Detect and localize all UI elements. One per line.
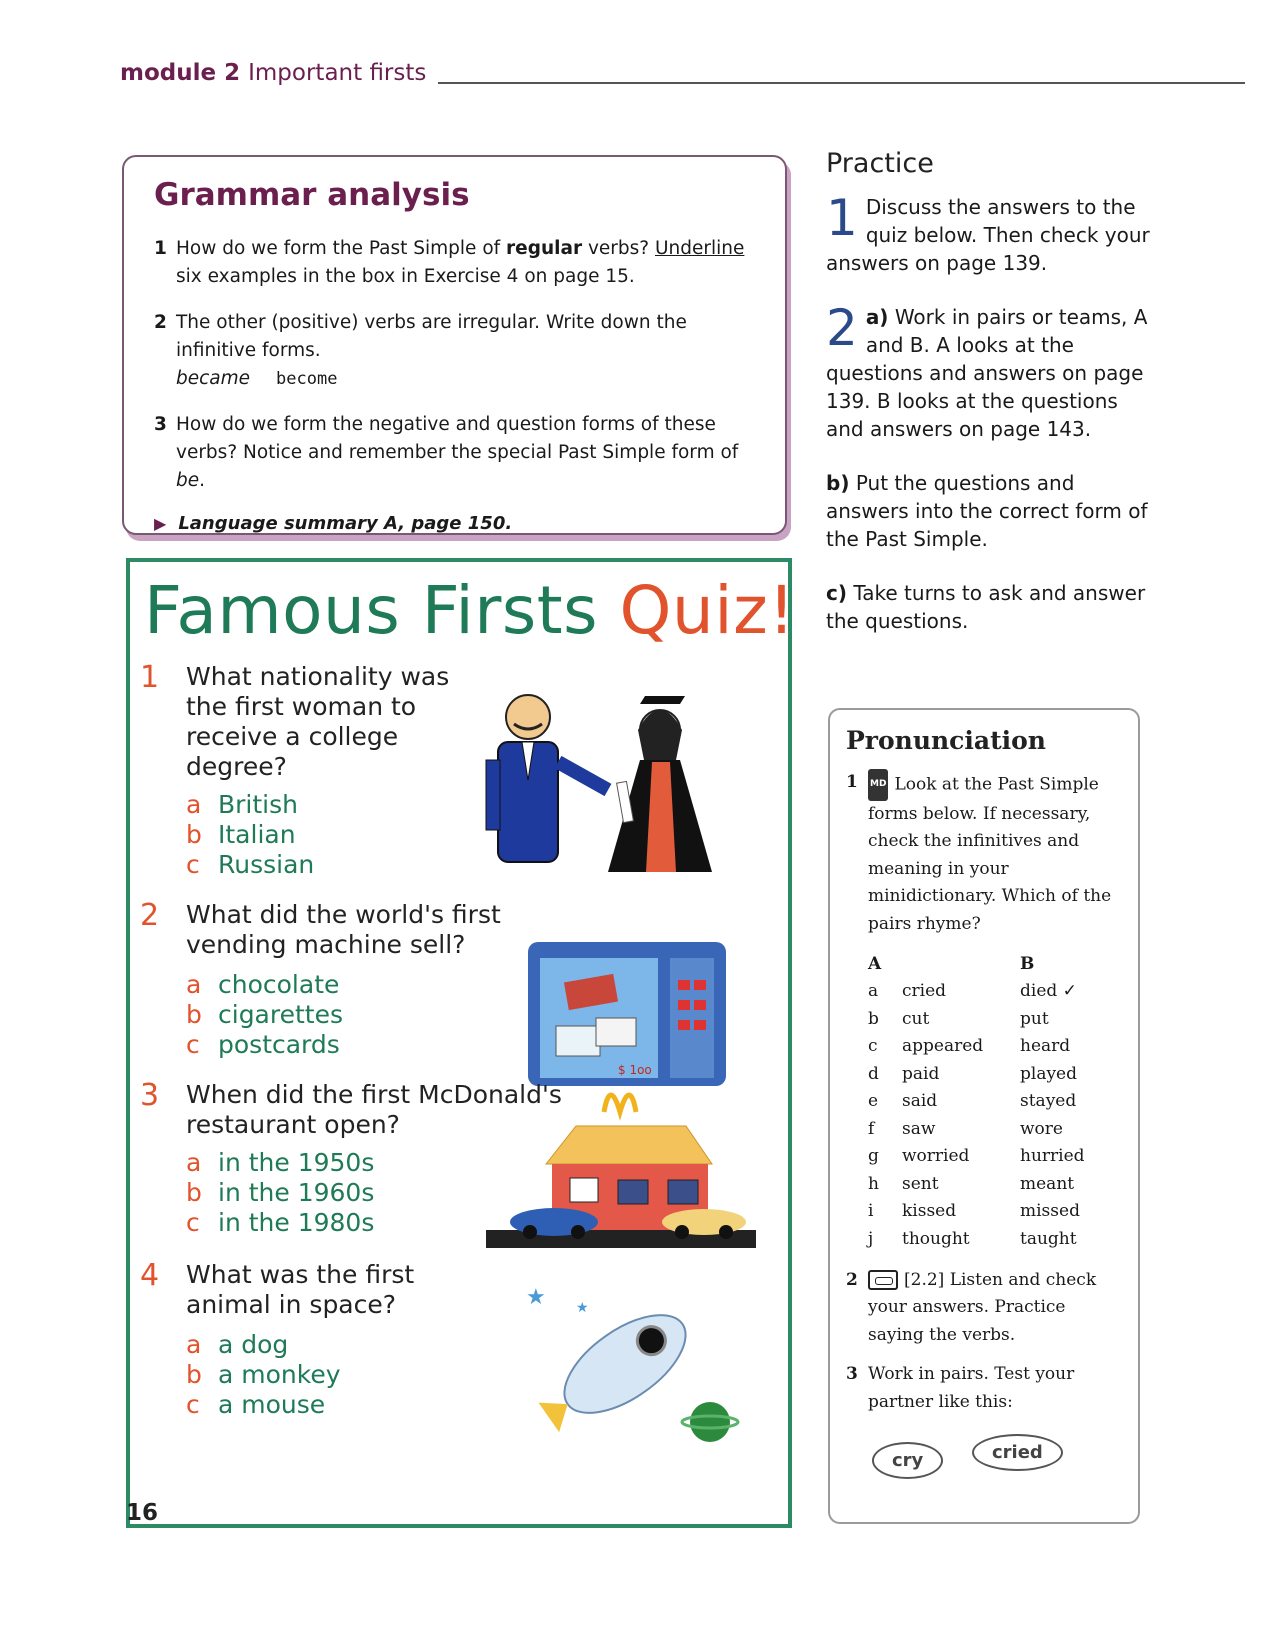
row-letter: f — [868, 1118, 875, 1139]
table-row — [868, 1033, 1124, 1061]
speech-bubble-cried: cried — [972, 1434, 1063, 1471]
page-header — [120, 60, 1245, 90]
grammar-text: How do we form the negative and question forms of these verbs? Notice and remember the special Past Simple form of — [176, 414, 739, 463]
question-text — [186, 662, 449, 782]
graduates-illustration — [480, 682, 740, 877]
practice-title: Practice — [826, 148, 934, 179]
column-header-a: A — [868, 953, 882, 974]
table-row — [868, 978, 1124, 1006]
pronunciation-title: Pronunciation — [846, 726, 1046, 755]
option-text: cigarettes — [218, 1000, 343, 1029]
table-row — [868, 1005, 1124, 1033]
option-text: postcards — [218, 1030, 340, 1059]
speech-bubble-cry: cry — [872, 1442, 943, 1479]
word-b: taught — [1020, 1228, 1077, 1249]
language-summary-link — [154, 513, 757, 534]
column-header-b: B — [1020, 953, 1035, 974]
table-header — [868, 950, 1124, 978]
question-line: What nationality was — [186, 662, 450, 691]
table-row — [868, 1088, 1124, 1116]
header-rule — [438, 82, 1245, 84]
grammar-italic: be — [176, 470, 200, 491]
question-options — [186, 1148, 374, 1238]
option-text: in the 1960s — [218, 1178, 375, 1207]
question-line: the first woman to — [186, 692, 417, 721]
practice-section — [826, 148, 1156, 661]
word-a: saw — [902, 1118, 936, 1139]
question-line: When did the first McDonald's — [186, 1080, 562, 1109]
exercise-number: 1 — [826, 189, 858, 247]
word-a: worried — [902, 1146, 970, 1167]
option-letter: b — [186, 820, 202, 849]
option-b — [186, 1178, 374, 1208]
option-a — [186, 970, 343, 1000]
grammar-item-number: 1 — [154, 238, 167, 259]
question-options — [186, 970, 343, 1060]
practice-exercise-2a — [826, 299, 1156, 443]
table-row — [868, 1115, 1124, 1143]
question-line: What did the world's first — [186, 900, 501, 929]
pronunciation-item-2 — [846, 1267, 1124, 1350]
grammar-underline: Underline — [654, 238, 745, 259]
option-letter: c — [186, 1030, 200, 1059]
option-letter: a — [186, 970, 202, 999]
page-number: 16 — [126, 1500, 159, 1526]
vending-machine-illustration — [526, 940, 728, 1088]
word-a: sent — [902, 1173, 939, 1194]
row-letter: b — [868, 1008, 879, 1029]
row-letter: i — [868, 1201, 874, 1222]
grammar-text: six examples in the box in Exercise 4 on page 15. — [176, 266, 635, 287]
table-row — [868, 1143, 1124, 1171]
table-row — [868, 1198, 1124, 1226]
option-b — [186, 820, 314, 850]
item-number: 2 — [846, 1269, 858, 1290]
grammar-title: Grammar analysis — [154, 177, 470, 213]
table-row — [868, 1225, 1124, 1253]
option-text: Russian — [218, 850, 315, 879]
option-text: in the 1980s — [218, 1208, 375, 1237]
exercise-part-label: a) — [865, 305, 889, 329]
option-a — [186, 1330, 341, 1360]
exercise-part-label: b) — [826, 471, 850, 495]
word-b: wore — [1020, 1118, 1063, 1139]
grammar-analysis-box — [122, 155, 787, 535]
option-text: Italian — [218, 820, 296, 849]
play-arrow-icon: ▶ — [154, 514, 167, 533]
row-letter: e — [868, 1091, 879, 1112]
quiz-title — [144, 572, 795, 649]
question-line: degree? — [186, 752, 287, 781]
grammar-text: The other (positive) verbs are irregular. Write down the infinitive forms. — [176, 312, 687, 361]
option-letter: b — [186, 1360, 202, 1389]
practice-exercise-2c — [826, 579, 1156, 635]
word-a: cut — [902, 1008, 930, 1029]
item-text: Look at the Past Simple forms below. If necessary, check the infinitives and meaning in your minidictionary. Which of the pairs rhyme? — [868, 774, 1112, 934]
pronunciation-item-1 — [846, 769, 1124, 938]
question-line: animal in space? — [186, 1290, 397, 1319]
row-letter: h — [868, 1173, 879, 1194]
word-b: stayed — [1020, 1091, 1077, 1112]
word-b: died ✓ — [1020, 981, 1077, 1002]
cassette-icon — [868, 1270, 898, 1290]
question-text — [186, 1260, 414, 1320]
option-letter: c — [186, 1390, 200, 1419]
question-line: What was the first — [186, 1260, 415, 1289]
word-a: appeared — [902, 1036, 984, 1057]
option-a — [186, 1148, 374, 1178]
module-label: module 2 — [120, 60, 241, 86]
grammar-item-3 — [154, 411, 757, 495]
star-icon: ★ — [576, 1300, 589, 1316]
word-b: put — [1020, 1008, 1049, 1029]
speech-bubbles — [846, 1428, 1124, 1488]
language-summary-text: Language summary A, page 150. — [178, 513, 513, 534]
minidictionary-icon: MD — [868, 769, 888, 801]
word-b: meant — [1020, 1173, 1075, 1194]
option-letter: c — [186, 1208, 200, 1237]
table-row — [868, 1060, 1124, 1088]
question-number: 4 — [140, 1258, 160, 1293]
row-letter: j — [868, 1228, 874, 1249]
word-b: played — [1020, 1063, 1078, 1084]
grammar-text: verbs? — [582, 238, 655, 259]
question-line: receive a college — [186, 722, 399, 751]
option-letter: b — [186, 1000, 202, 1029]
option-c — [186, 1030, 343, 1060]
question-line: vending machine sell? — [186, 930, 466, 959]
exercise-text: Put the questions and answers into the correct form of the Past Simple. — [826, 471, 1148, 551]
option-letter: c — [186, 850, 200, 879]
option-b — [186, 1360, 341, 1390]
module-topic: Important firsts — [248, 60, 427, 86]
famous-firsts-quiz — [126, 558, 796, 1528]
pronunciation-item-3 — [846, 1361, 1124, 1416]
question-number: 3 — [140, 1078, 160, 1113]
handwritten-answer: become — [276, 369, 338, 389]
grammar-text: How do we form the Past Simple of — [176, 238, 507, 259]
row-letter: c — [868, 1036, 878, 1057]
option-letter: a — [186, 1330, 202, 1359]
item-number: 3 — [846, 1364, 858, 1384]
item-text: Work in pairs. Test your partner like this: — [868, 1364, 1075, 1412]
grammar-item-2 — [154, 309, 757, 393]
vending-price: $ 1oo — [618, 1063, 652, 1077]
word-b: heard — [1020, 1036, 1071, 1057]
option-a — [186, 790, 314, 820]
row-letter: g — [868, 1146, 879, 1167]
row-letter: a — [868, 981, 879, 1002]
exercise-number: 2 — [826, 299, 858, 357]
grammar-text: . — [199, 470, 206, 491]
row-letter: d — [868, 1063, 879, 1084]
question-line: restaurant open? — [186, 1110, 400, 1139]
grammar-item-1 — [154, 235, 757, 291]
word-a: paid — [902, 1063, 940, 1084]
word-b: missed — [1020, 1201, 1080, 1222]
example-word: became — [176, 368, 251, 389]
grammar-example — [176, 365, 757, 393]
option-text: a mouse — [218, 1390, 326, 1419]
word-a: said — [902, 1091, 938, 1112]
option-text: in the 1950s — [218, 1148, 375, 1177]
exercise-text: Discuss the answers to the quiz below. Then check your answers on page 139. — [826, 195, 1150, 275]
option-text: British — [218, 790, 298, 819]
option-letter: a — [186, 1148, 202, 1177]
question-number: 1 — [140, 660, 160, 695]
option-letter: b — [186, 1178, 202, 1207]
rhyme-pairs-table — [868, 950, 1124, 1253]
option-text: chocolate — [218, 970, 340, 999]
option-text: a dog — [218, 1330, 289, 1359]
star-icon: ★ — [526, 1285, 546, 1310]
grammar-item-number: 3 — [154, 414, 167, 435]
grammar-item-number: 2 — [154, 312, 167, 333]
practice-exercise-1 — [826, 189, 1156, 277]
exercise-text: Take turns to ask and answer the questions. — [826, 581, 1146, 633]
option-letter: a — [186, 790, 202, 819]
exercise-text: Work in pairs or teams, A and B. A looks at the questions and answers on page 139. B looks at the questions and answers on page 143. — [826, 305, 1148, 441]
question-text — [186, 900, 501, 960]
option-c — [186, 1390, 341, 1420]
table-row — [868, 1170, 1124, 1198]
question-options — [186, 1330, 341, 1420]
word-a: thought — [902, 1228, 970, 1249]
option-text: a monkey — [218, 1360, 341, 1389]
quiz-title-main: Famous Firsts — [144, 572, 598, 649]
pronunciation-box — [828, 708, 1140, 1524]
rocket-illustration — [510, 1274, 740, 1450]
word-a: cried — [902, 981, 947, 1002]
word-a: kissed — [902, 1201, 957, 1222]
table-rows — [868, 978, 1124, 1253]
mcdonalds-restaurant-illustration — [486, 1072, 756, 1248]
option-c — [186, 1208, 374, 1238]
item-text: [2.2] Listen and check your answers. Practice saying the verbs. — [868, 1269, 1097, 1345]
question-number: 2 — [140, 898, 160, 933]
option-c — [186, 850, 314, 880]
option-b — [186, 1000, 343, 1030]
word-b: hurried — [1020, 1146, 1085, 1167]
question-options — [186, 790, 314, 880]
practice-exercise-2b — [826, 469, 1156, 553]
exercise-part-label: c) — [826, 581, 847, 605]
grammar-bold: regular — [506, 238, 583, 259]
quiz-title-accent: Quiz! — [619, 572, 796, 649]
item-number: 1 — [846, 772, 858, 792]
